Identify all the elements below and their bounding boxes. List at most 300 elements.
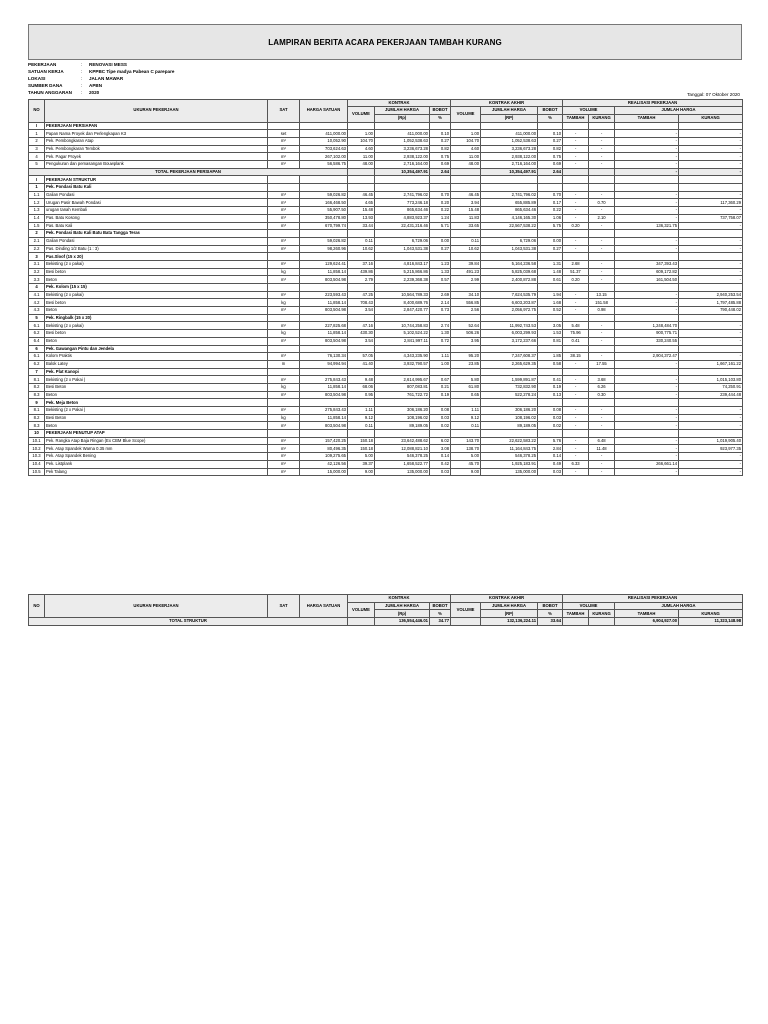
cell-jumlah-harga: 3,932,790.57 xyxy=(375,360,430,368)
cell-bobot: 0.22 xyxy=(430,207,451,215)
cell-jumlah-harga: 807,083.81 xyxy=(375,383,430,391)
total-tambah-harga: 6,904,927.00 xyxy=(615,618,679,626)
col-jumlah-harga: JUMLAH HARGA xyxy=(375,602,430,610)
cell-kurang-harga: - xyxy=(679,260,743,268)
cell-uraian: PEKERJAAN STRUKTUR xyxy=(45,176,268,184)
cell-volume-akhir: 4.60 xyxy=(451,145,481,153)
cell-volume-akhir: 39.84 xyxy=(451,260,481,268)
cell-tambah-harga: - xyxy=(615,376,679,384)
cell-bobot: 2.14 xyxy=(430,299,451,307)
cell-jumlah-harga-akhir xyxy=(481,314,538,322)
cell-jumlah-harga: 1,043,531.38 xyxy=(375,245,430,253)
cell-jumlah-harga: 2,847,420.77 xyxy=(375,307,430,315)
cell-tambah-vol xyxy=(563,284,589,292)
cell-sat: m² xyxy=(268,260,300,268)
table-row xyxy=(29,207,743,215)
col-jumlah-harga-realisasi: JUMLAH HARGA xyxy=(615,602,743,610)
cell-bobot-akhir: 1.68 xyxy=(538,299,563,307)
cell-uraian: TOTAL PEKERJAAN PERSIAPAN xyxy=(29,168,348,176)
cell-tambah-harga xyxy=(615,253,679,261)
cell-no: 6.2 xyxy=(29,360,45,368)
cell-sat xyxy=(268,368,300,376)
cell-uraian: Bekisting (2 x Pakai ) xyxy=(45,407,268,415)
cell-bobot-akhir: 0.41 xyxy=(538,376,563,384)
cell-sat: kg xyxy=(268,414,300,422)
meta-row xyxy=(28,76,742,83)
col-jumlah-harga-realisasi: JUMLAH HARGA xyxy=(615,107,743,115)
cell-uraian: urugan tanah Kembali xyxy=(45,207,268,215)
cell-bobot-akhir: 0.22 xyxy=(538,207,563,215)
cell-jumlah-harga: 773,246.18 xyxy=(375,199,430,207)
cell-volume: 46.45 xyxy=(348,191,375,199)
cell-jumlah-harga-akhir: 546,378.25 xyxy=(481,453,538,461)
cell-jumlah-harga-akhir: 3,172,237.66 xyxy=(481,337,538,345)
cell-sat: m² xyxy=(268,245,300,253)
cell-jumlah-harga-akhir xyxy=(481,399,538,407)
cell-bobot: 5.71 xyxy=(430,222,451,230)
cell-harga: 11,858.14 xyxy=(300,268,348,276)
cell-tambah-harga: 900,775.71 xyxy=(615,330,679,338)
col-tambah-harga: TAMBAH xyxy=(615,114,679,122)
cell-bobot-akhir: 0.61 xyxy=(538,276,563,284)
table-row xyxy=(29,391,743,399)
cell-uraian: Pek. Kolom (15 x 15) xyxy=(45,284,268,292)
cell-kurang-vol: - xyxy=(589,191,615,199)
cell-bobot xyxy=(430,253,451,261)
cell-no: 8.3 xyxy=(29,422,45,430)
cell-harga: 59,026.82 xyxy=(300,191,348,199)
table-row xyxy=(29,276,743,284)
table-row xyxy=(29,199,743,207)
cell-tambah-vol xyxy=(563,345,589,353)
cell-volume-akhir xyxy=(451,168,481,176)
cell-sat: kg xyxy=(268,330,300,338)
cell-kurang-vol: 2.10 xyxy=(589,214,615,222)
cell-kurang-harga: 1,797,485.88 xyxy=(679,299,743,307)
cell-kurang-harga: - xyxy=(679,422,743,430)
cell-kurang-vol xyxy=(589,430,615,438)
total-volume xyxy=(348,618,375,626)
cell-jumlah-harga-akhir: 1,052,538.63 xyxy=(481,137,538,145)
cell-tambah-harga: - xyxy=(615,422,679,430)
cell-bobot: 2.74 xyxy=(430,322,451,330)
total-bobot: 34.77 xyxy=(430,618,451,626)
cell-tambah-harga: 609,172.82 xyxy=(615,268,679,276)
table-row xyxy=(29,161,743,169)
cell-jumlah-harga-akhir: 4,146,165.30 xyxy=(481,214,538,222)
cell-bobot: 0.42 xyxy=(430,460,451,468)
header-row xyxy=(29,595,743,603)
cell-no: I xyxy=(29,176,45,184)
cell-kurang-harga: - xyxy=(679,353,743,361)
cell-bobot: 1.23 xyxy=(430,260,451,268)
cell-uraian: Besi beton xyxy=(45,268,268,276)
cell-volume-akhir: 1.11 xyxy=(451,407,481,415)
table-row xyxy=(29,414,743,422)
total-jumlah-harga: 136,554,446.01 xyxy=(375,618,430,626)
cell-tambah-harga: - xyxy=(615,407,679,415)
group-kontrak-akhir: KONTRAK AKHIR xyxy=(451,99,563,107)
cell-jumlah-harga-akhir: 1,599,891.87 xyxy=(481,376,538,384)
cell-tambah-harga: - xyxy=(615,437,679,445)
document-date: Tanggal: 07 Oktober 2020 xyxy=(687,92,740,97)
cell-volume-akhir: 506.26 xyxy=(451,330,481,338)
cell-bobot-akhir: 0.02 xyxy=(538,422,563,430)
table-row xyxy=(29,307,743,315)
cell-volume-akhir xyxy=(451,314,481,322)
cell-tambah-vol: - xyxy=(563,245,589,253)
cell-volume-akhir xyxy=(451,122,481,130)
cell-uraian: Bekisting (2 x pakai) xyxy=(45,260,268,268)
cell-sat: m² xyxy=(268,437,300,445)
cell-volume-akhir: 46.45 xyxy=(451,191,481,199)
cell-no: 3.1 xyxy=(29,260,45,268)
meta-row xyxy=(28,69,742,76)
cell-jumlah-harga xyxy=(375,368,430,376)
cell-jumlah-harga-akhir: 865,634.46 xyxy=(481,207,538,215)
cell-jumlah-harga-akhir: 6,003,299.93 xyxy=(481,330,538,338)
cell-tambah-harga: 161,504.50 xyxy=(615,276,679,284)
col-pct-akhir: % xyxy=(538,610,563,618)
cell-bobot: 1.11 xyxy=(430,353,451,361)
cell-jumlah-harga-akhir: 6,729.06 xyxy=(481,237,538,245)
cell-sat xyxy=(268,253,300,261)
cell-sat: m³ xyxy=(268,222,300,230)
cell-bobot: 0.08 xyxy=(430,407,451,415)
cell-tambah-vol: - xyxy=(563,360,589,368)
cell-sat: m³ xyxy=(268,422,300,430)
cell-volume-akhir: 15.48 xyxy=(451,207,481,215)
cell-harga: 157,420.25 xyxy=(300,437,348,445)
table-row xyxy=(29,337,743,345)
cell-bobot-akhir xyxy=(538,368,563,376)
cell-no: 2.1 xyxy=(29,237,45,245)
cell-sat: m² xyxy=(268,453,300,461)
cell-kurang-vol: - xyxy=(589,161,615,169)
cell-tambah-harga: - xyxy=(615,237,679,245)
cell-uraian: Pek. Atap Spandek Warna 0.35 mm xyxy=(45,445,268,453)
cell-jumlah-harga-akhir: 2,938,122.00 xyxy=(481,153,538,161)
cell-no: 8.2 xyxy=(29,383,45,391)
table-row xyxy=(29,268,743,276)
cell-jumlah-harga-akhir xyxy=(481,176,538,184)
cell-kurang-harga xyxy=(679,230,743,238)
cell-jumlah-harga: 761,722.72 xyxy=(375,391,430,399)
cell-no: 4.1 xyxy=(29,291,45,299)
cell-tambah-harga: - xyxy=(615,468,679,476)
header-row xyxy=(29,99,743,107)
cell-uraian: Beton xyxy=(45,276,268,284)
col-tambah-harga: TAMBAH xyxy=(615,610,679,618)
cell-sat: m³ xyxy=(268,307,300,315)
cell-jumlah-harga: 2,741,796.02 xyxy=(375,191,430,199)
group-realisasi: REALISASI PEKERJAAN xyxy=(563,99,743,107)
cell-kurang-vol: - xyxy=(589,268,615,276)
cell-jumlah-harga: 10,744,258.83 xyxy=(375,322,430,330)
cell-kurang-vol: - xyxy=(589,407,615,415)
cell-kurang-harga: - xyxy=(679,191,743,199)
cell-bobot-akhir: 1.85 xyxy=(538,353,563,361)
cell-kurang-vol: 13.15 xyxy=(589,291,615,299)
cell-no: 5 xyxy=(29,161,45,169)
cell-kurang-harga: - xyxy=(679,460,743,468)
cell-bobot-akhir xyxy=(538,176,563,184)
cell-harga: 80,496.35 xyxy=(300,445,348,453)
cell-harga: 703,624.63 xyxy=(300,145,348,153)
meta-row xyxy=(28,90,742,97)
cell-bobot: 1.30 xyxy=(430,330,451,338)
cell-no: 3 xyxy=(29,253,45,261)
cell-jumlah-harga-akhir: 306,186.20 xyxy=(481,407,538,415)
cell-jumlah-harga: 546,378.25 xyxy=(375,453,430,461)
cell-uraian: Pengukuran dan pemasangan Bouwplank xyxy=(45,161,268,169)
cell-tambah-harga xyxy=(615,284,679,292)
cell-jumlah-harga-akhir: 135,000.00 xyxy=(481,468,538,476)
total-kurang-vol xyxy=(589,618,615,626)
cell-jumlah-harga-akhir: 2,265,629.35 xyxy=(481,360,538,368)
cell-sat: kg xyxy=(268,383,300,391)
cell-tambah-harga xyxy=(615,399,679,407)
cell-bobot-akhir: 0.81 xyxy=(538,337,563,345)
cell-harga: 11,858.14 xyxy=(300,330,348,338)
cell-bobot: 0.10 xyxy=(430,130,451,138)
cell-kurang-vol: 0.30 xyxy=(589,391,615,399)
cell-kurang-vol: 0.70 xyxy=(589,199,615,207)
cell-uraian: Besi beton xyxy=(45,299,268,307)
cell-bobot: 0.03 xyxy=(430,414,451,422)
cell-bobot: 0.14 xyxy=(430,453,451,461)
cell-uraian: Beton xyxy=(45,391,268,399)
cell-tambah-harga: - xyxy=(615,161,679,169)
cell-bobot-akhir: 0.52 xyxy=(538,307,563,315)
cell-volume: 57.05 xyxy=(348,353,375,361)
cell-harga: 803,504.98 xyxy=(300,422,348,430)
col-kurang-harga: KURANG xyxy=(679,610,743,618)
col-volume: VOLUME xyxy=(348,602,375,617)
cell-no: 3 xyxy=(29,145,45,153)
section-row xyxy=(29,399,743,407)
cell-kurang-vol: - xyxy=(589,468,615,476)
cell-kurang-harga xyxy=(679,314,743,322)
cell-jumlah-harga xyxy=(375,230,430,238)
cell-harga: 11,858.14 xyxy=(300,299,348,307)
table-row xyxy=(29,145,743,153)
cell-volume-akhir: 10.62 xyxy=(451,245,481,253)
section-row xyxy=(29,176,743,184)
cell-bobot: 0.02 xyxy=(430,422,451,430)
cell-tambah-harga xyxy=(615,122,679,130)
cell-tambah-vol: - xyxy=(563,207,589,215)
cell-jumlah-harga-akhir: 22,567,538.22 xyxy=(481,222,538,230)
cell-kurang-harga xyxy=(679,345,743,353)
meta-label: SATUAN KERJA xyxy=(28,68,64,74)
total-label: TOTAL STRUKTUR xyxy=(29,618,348,626)
cell-jumlah-harga xyxy=(375,184,430,192)
section-row xyxy=(29,253,743,261)
cell-tambah-vol: 0.20 xyxy=(563,222,589,230)
cell-bobot: 0.69 xyxy=(430,161,451,169)
cell-tambah-vol xyxy=(563,314,589,322)
cell-volume-akhir: 5.80 xyxy=(451,376,481,384)
cell-sat xyxy=(268,430,300,438)
cell-sat: m² xyxy=(268,153,300,161)
section-row xyxy=(29,345,743,353)
cell-no: 2.2 xyxy=(29,245,45,253)
cell-kurang-vol: 6.26 xyxy=(589,383,615,391)
cell-kurang-harga: 1,015,103.80 xyxy=(679,376,743,384)
cell-uraian: Pas. Batu Kali xyxy=(45,222,268,230)
cell-harga: 803,504.98 xyxy=(300,391,348,399)
cell-volume-akhir: 34.10 xyxy=(451,291,481,299)
cell-kurang-vol: - xyxy=(589,222,615,230)
cell-jumlah-harga-akhir: 3,236,673.28 xyxy=(481,145,538,153)
cell-harga xyxy=(300,230,348,238)
cell-volume-akhir: 3.94 xyxy=(451,199,481,207)
cell-uraian: Galian Pondasi xyxy=(45,191,268,199)
table-row xyxy=(29,468,743,476)
cell-jumlah-harga-akhir: 2,741,796.02 xyxy=(481,191,538,199)
cell-sat: m³ xyxy=(268,207,300,215)
group-realisasi: REALISASI PEKERJAAN xyxy=(563,595,743,603)
meta-row xyxy=(28,62,742,69)
col-harga-satuan: HARGA SATUAN xyxy=(300,595,348,618)
cell-kurang-vol xyxy=(589,184,615,192)
cell-jumlah-harga: 8,400,689.76 xyxy=(375,299,430,307)
cell-no: 4 xyxy=(29,284,45,292)
cell-uraian: Beton xyxy=(45,337,268,345)
cell-no: 6 xyxy=(29,345,45,353)
cell-harga: 223,593.43 xyxy=(300,291,348,299)
cell-tambah-harga: - xyxy=(615,130,679,138)
cell-bobot xyxy=(430,345,451,353)
cell-no: 6.1 xyxy=(29,353,45,361)
cell-jumlah-harga-akhir: 89,189.05 xyxy=(481,422,538,430)
cell-bobot-akhir: 0.03 xyxy=(538,468,563,476)
cell-jumlah-harga-akhir xyxy=(481,430,538,438)
cell-tambah-harga: - xyxy=(615,199,679,207)
cell-bobot-akhir: 0.27 xyxy=(538,245,563,253)
cell-jumlah-harga: 865,634.46 xyxy=(375,207,430,215)
cell-no: 1 xyxy=(29,184,45,192)
cell-tambah-vol: - xyxy=(563,376,589,384)
cell-bobot-akhir: 1.53 xyxy=(538,330,563,338)
cell-jumlah-harga-akhir: 522,278.24 xyxy=(481,391,538,399)
cell-jumlah-harga: 3,236,673.28 xyxy=(375,145,430,153)
cell-no: 8.2 xyxy=(29,414,45,422)
cell-tambah-harga: - xyxy=(615,360,679,368)
cell-jumlah-harga: 306,186.20 xyxy=(375,407,430,415)
section-row xyxy=(29,230,743,238)
cell-jumlah-harga-akhir: 6,603,203.87 xyxy=(481,299,538,307)
cell-volume: 41.40 xyxy=(348,360,375,368)
cell-jumlah-harga: 135,000.00 xyxy=(375,468,430,476)
cell-tambah-harga: - xyxy=(615,153,679,161)
cell-volume: 48.00 xyxy=(348,161,375,169)
cell-kurang-vol: - xyxy=(589,453,615,461)
cell-harga: 275,843.43 xyxy=(300,376,348,384)
cell-tambah-harga: 266,661.14 xyxy=(615,460,679,468)
cell-jumlah-harga xyxy=(375,176,430,184)
cell-bobot-akhir: 0.10 xyxy=(538,130,563,138)
cell-volume: 47.25 xyxy=(348,291,375,299)
cell-tambah-vol xyxy=(563,176,589,184)
cell-harga xyxy=(300,368,348,376)
cell-sat: kg xyxy=(268,268,300,276)
cell-volume-akhir: 138.70 xyxy=(451,445,481,453)
cell-harga: 98,260.96 xyxy=(300,245,348,253)
cell-volume: 3.54 xyxy=(348,337,375,345)
meta-label: PEKERJAAN xyxy=(28,62,57,67)
cell-uraian: Bekisting (2 x Pakai ) xyxy=(45,376,268,384)
cell-jumlah-harga-akhir xyxy=(481,122,538,130)
cell-tambah-vol: - xyxy=(563,391,589,399)
cell-volume-akhir: 3.95 xyxy=(451,337,481,345)
cell-jumlah-harga: 1,658,522.77 xyxy=(375,460,430,468)
cell-volume: 3.54 xyxy=(348,307,375,315)
table-row xyxy=(29,376,743,384)
cell-uraian: Besi Beton xyxy=(45,383,268,391)
cell-bobot: 0.00 xyxy=(430,237,451,245)
cell-jumlah-harga: 10,564,789.33 xyxy=(375,291,430,299)
cell-bobot xyxy=(430,314,451,322)
cell-tambah-vol: 38.15 xyxy=(563,353,589,361)
cell-volume-akhir xyxy=(451,430,481,438)
col-pct: % xyxy=(430,114,451,122)
cell-tambah-vol: - xyxy=(563,237,589,245)
cell-bobot: 2.69 xyxy=(430,291,451,299)
cell-volume: 13.93 xyxy=(348,214,375,222)
cell-volume-akhir: 0.65 xyxy=(451,391,481,399)
cell-tambah-vol xyxy=(563,430,589,438)
cell-kurang-harga: 923,977.35 xyxy=(679,445,743,453)
col-sat: SAT xyxy=(268,595,300,618)
cell-harga xyxy=(300,184,348,192)
cell-tambah-vol: - xyxy=(563,422,589,430)
cell-bobot xyxy=(430,122,451,130)
cell-tambah-harga: 136,321.75 xyxy=(615,222,679,230)
cell-no: 3.3 xyxy=(29,276,45,284)
cell-harga: 55,907.50 xyxy=(300,207,348,215)
cell-tambah-vol: 0.41 xyxy=(563,337,589,345)
cell-kurang-vol: - xyxy=(589,330,615,338)
meta-separator: : xyxy=(81,68,83,74)
col-bobot-akhir: BOBOT xyxy=(538,602,563,610)
cell-kurang-vol: - xyxy=(589,460,615,468)
col-sat: SAT xyxy=(268,99,300,122)
cell-volume-akhir: 33.65 xyxy=(451,222,481,230)
cell-tambah-harga: - xyxy=(615,391,679,399)
col-kurang-vol: KURANG xyxy=(589,610,615,618)
cell-bobot-akhir xyxy=(538,430,563,438)
cell-bobot-akhir: 0.82 xyxy=(538,145,563,153)
cell-kurang-vol xyxy=(589,284,615,292)
cell-no: 8.1 xyxy=(29,376,45,384)
cell-jumlah-harga: 2,841,997.11 xyxy=(375,337,430,345)
cell-sat: m² xyxy=(268,376,300,384)
cell-kurang-vol: - xyxy=(589,414,615,422)
cell-harga: 56,586.75 xyxy=(300,161,348,169)
cell-kurang-harga: - xyxy=(679,453,743,461)
cell-kurang-harga xyxy=(679,176,743,184)
col-harga-satuan: HARGA SATUAN xyxy=(300,99,348,122)
cell-jumlah-harga xyxy=(375,122,430,130)
cell-tambah-harga xyxy=(615,184,679,192)
cell-volume xyxy=(348,184,375,192)
cell-volume xyxy=(348,284,375,292)
cell-volume xyxy=(348,345,375,353)
cell-uraian: Pek. Rangka Atap Baja Ringan (Ex CBM Blue Scope) xyxy=(45,437,268,445)
meta-separator: : xyxy=(81,89,83,95)
